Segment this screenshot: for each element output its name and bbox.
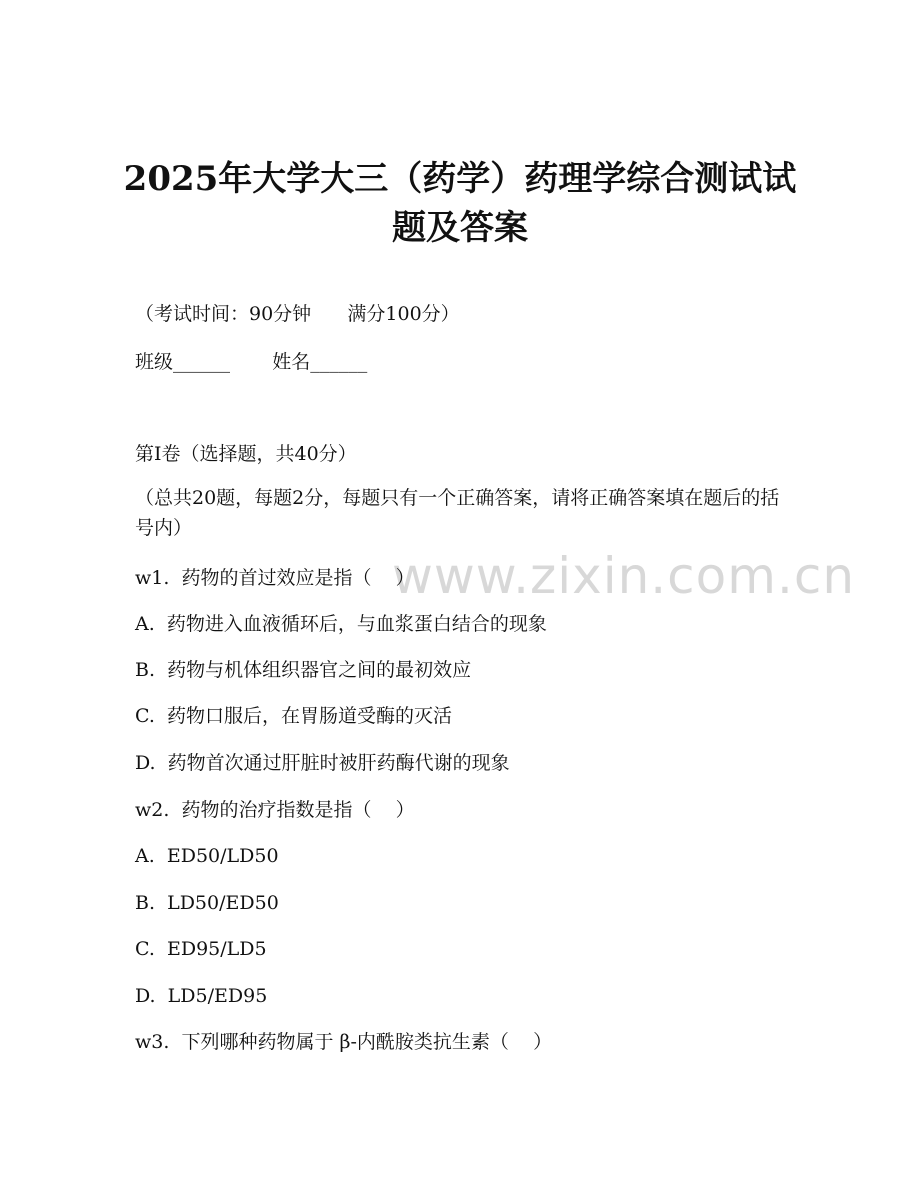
question-2-stem: w2. 药物的治疗指数是指（ ） <box>135 799 415 821</box>
question-2-option-b: B. LD50/ED50 <box>135 892 279 914</box>
question-3-stem: w3. 下列哪种药物属于 β-内酰胺类抗生素（ ） <box>135 1031 553 1053</box>
question-2-option-c: C. ED95/LD5 <box>135 938 267 960</box>
question-1-stem: w1. 药物的首过效应是指（ ） <box>135 567 415 589</box>
document-title-line-1: 2025年大学大三（药学）药理学综合测试试 <box>123 159 797 199</box>
question-2-option-d: D. LD5/ED95 <box>135 985 268 1007</box>
question-1-option-a: A. 药物进入血液循环后，与血浆蛋白结合的现象 <box>135 613 547 635</box>
question-1-option-b: B. 药物与机体组织器官之间的最初效应 <box>135 659 472 681</box>
section-title: 第I卷（选择题，共40分） <box>135 443 357 465</box>
class-name-line: 班级______ 姓名______ <box>135 351 368 373</box>
question-2-option-a: A. ED50/LD50 <box>135 845 279 867</box>
question-1-option-d: D. 药物首次通过肝脏时被肝药酶代谢的现象 <box>135 752 510 774</box>
watermark: www.zixin.com.cn <box>392 547 856 605</box>
document-title-line-2: 题及答案 <box>392 208 528 248</box>
question-1-option-c: C. 药物口服后，在胃肠道受酶的灭活 <box>135 705 452 727</box>
exam-info: （考试时间：90分钟 满分100分） <box>135 303 460 325</box>
instruction-text: （总共20题，每题2分，每题只有一个正确答案，请将正确答案填在题后的括号内） <box>135 487 780 539</box>
